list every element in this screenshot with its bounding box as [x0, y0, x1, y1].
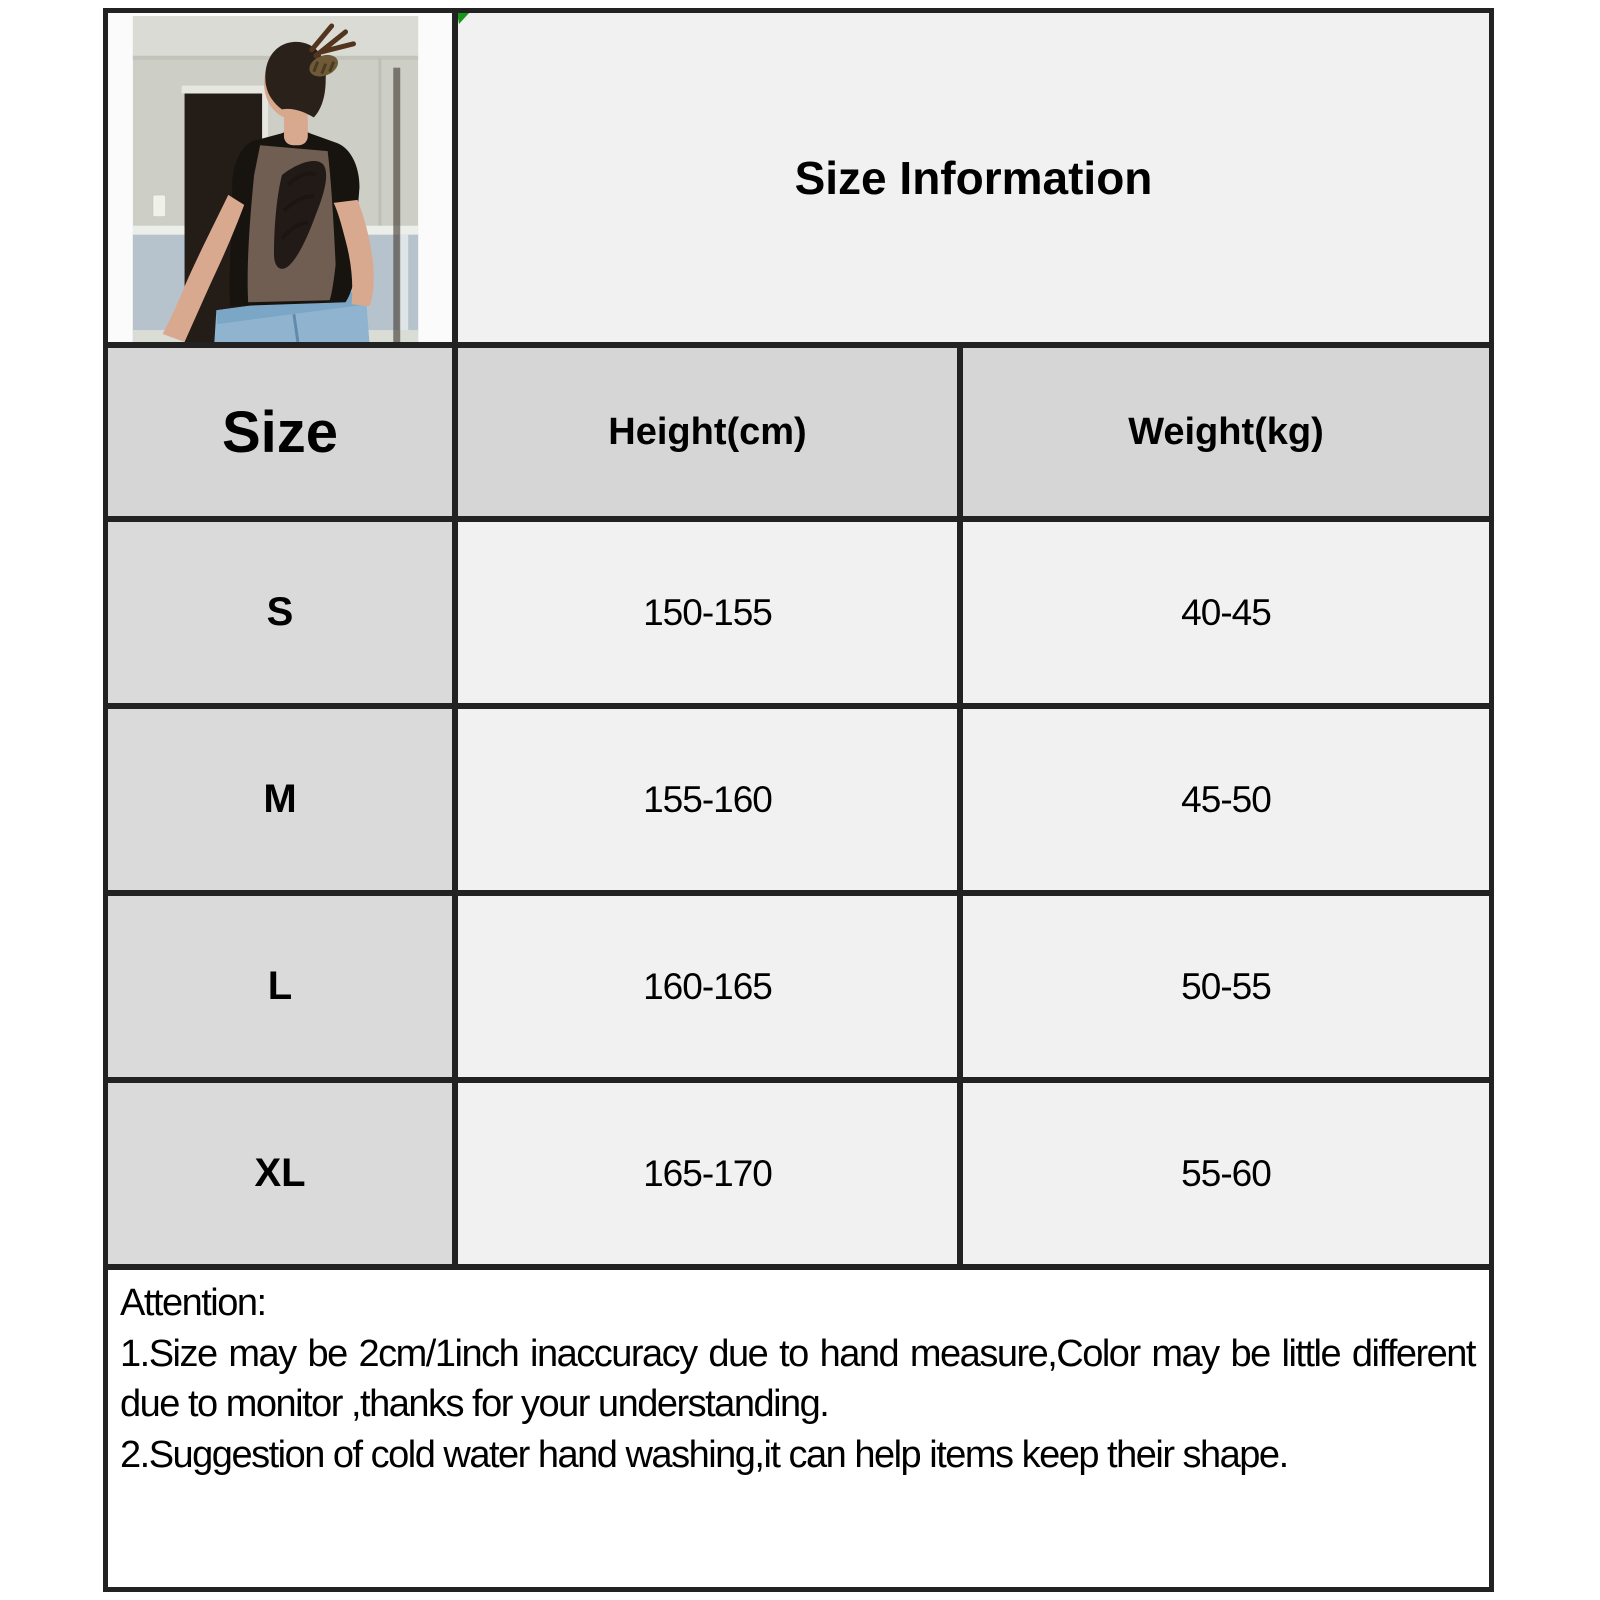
attention-heading: Attention: [120, 1282, 266, 1324]
column-header-height: Height(cm) [455, 345, 960, 519]
row-xl-weight-value: 55-60 [960, 1080, 1492, 1267]
row-s-size-label: S [105, 519, 455, 706]
row-s-weight-value: 40-45 [960, 519, 1492, 706]
row-m-height-value: 155-160 [455, 706, 960, 893]
attention-section [105, 1267, 1492, 1590]
product-photo [132, 16, 419, 342]
attention-note-2: 2.Suggestion of cold water hand washing,it can help items keep their shape. [120, 1433, 1288, 1476]
row-xl-size-label: XL [105, 1080, 455, 1267]
row-s-height-value: 150-155 [455, 519, 960, 706]
row-m-size-label: M [105, 706, 455, 893]
attention-note-1: 1.Size may be 2cm/1inch inaccuracy due to hand measure,Color may be little different due to monitor ,thanks for your understanding. [120, 1332, 1475, 1426]
green-corner-marker-icon [455, 10, 480, 24]
row-l-weight-value: 50-55 [960, 893, 1492, 1080]
product-photo-cell [105, 10, 455, 345]
row-xl-height-value: 165-170 [455, 1080, 960, 1267]
row-m-weight-value: 45-50 [960, 706, 1492, 893]
column-header-size: Size [105, 345, 455, 519]
size-information-table [103, 8, 1494, 1592]
title-cell [455, 10, 1492, 345]
page-title: Size Information [794, 151, 1153, 204]
row-l-height-value: 160-165 [455, 893, 960, 1080]
column-header-weight: Weight(kg) [960, 345, 1492, 519]
row-l-size-label: L [105, 893, 455, 1080]
